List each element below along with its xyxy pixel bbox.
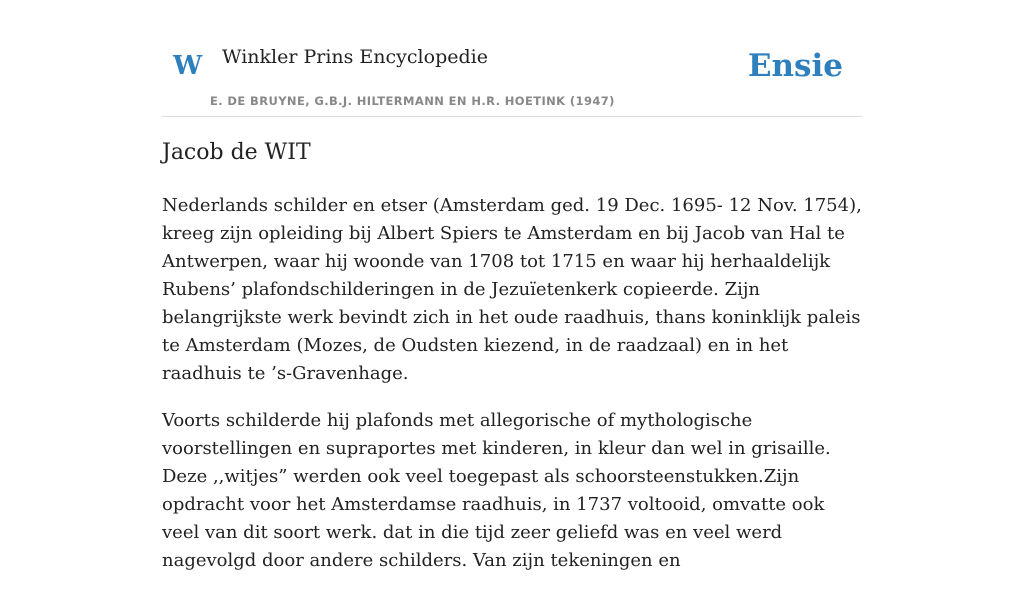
source-title-link[interactable]: Winkler Prins Encyclopedie [222,46,488,68]
source-logo[interactable]: W [173,51,203,81]
source-header [162,40,862,117]
source-authors: E. DE BRUYNE, G.B.J. HILTERMANN EN H.R. HOETINK (1947) [210,94,615,108]
article-title: Jacob de WIT [162,140,311,165]
article-paragraph: Voorts schilderde hij plafonds met allegorische of mythologische voorstellingen en supraportes met kinderen, in kleur dan wel in grisaille. Deze ,,witjes” werden ook veel toegepast als schoorsteenstukken.Zijn opdracht voor het Amsterdamse raadhuis, in 1737 voltooid, omvatte ook veel van dit soort werk. dat in die tijd zeer geliefd was en veel werd nagevolgd door andere schilders. Van zijn tekeningen en [162,410,831,571]
article-paragraph: Nederlands schilder en etser (Amsterdam ged. 19 Dec. 1695- 12 Nov. 1754), kreeg zijn opleiding bij Albert Spiers te Amsterdam en bij Jacob van Hal te Antwerpen, waar hij woonde van 1708 tot 1715 en waar hij herhaaldelijk Rubens’ plafondschilderingen in de Jezuïetenkerk copieerde. Zijn belangrijkste werk bevindt zich in het oude raadhuis, thans koninklijk paleis te Amsterdam (Mozes, de Oudsten kiezend, in de raadzaal) en in het raadhuis te ’s-Gravenhage. [162,195,862,384]
article-body [162,192,867,594]
brand-logo-link[interactable]: Ensie [747,48,843,84]
